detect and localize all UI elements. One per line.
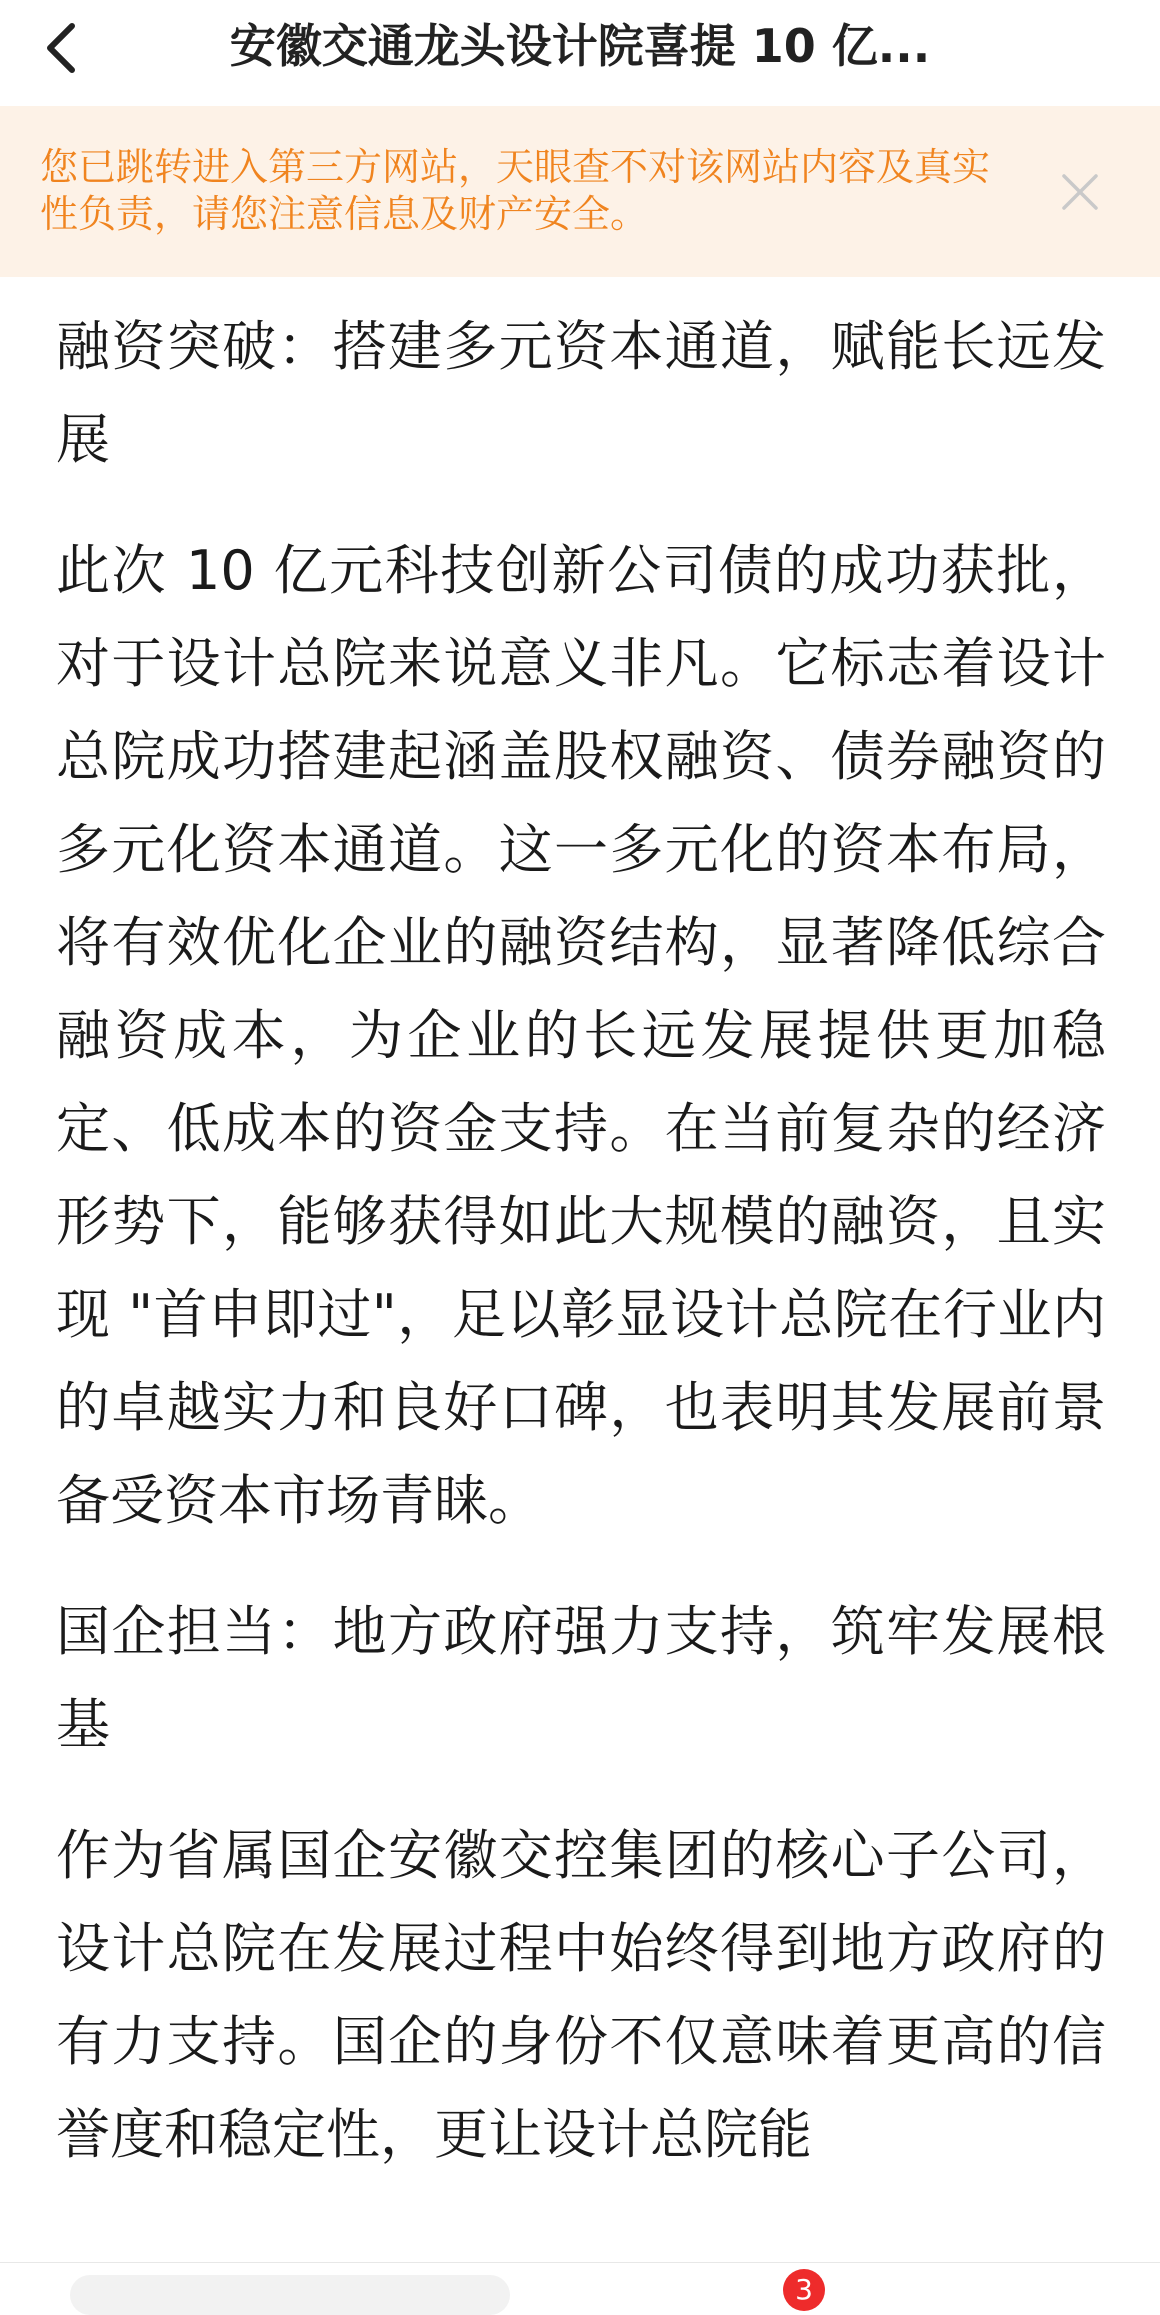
comment-input[interactable] [70,2275,510,2315]
section-heading-state-owned: 国企担当：地方政府强力支持，筑牢发展根基 [56,1600,1106,1756]
third-party-notice-banner [0,106,1160,277]
notice-close-button[interactable] [1052,164,1108,220]
chevron-left-icon [42,20,82,76]
article-paragraph: 作为省属国企安徽交控集团的核心子公司，设计总院在发展过程中始终得到地方政府的有力支持。国企的身份不仅意味着更高的信誉度和稳定性，更让设计总院能 [56,1824,1106,2166]
bottom-toolbar [0,2262,1160,2306]
article-body [56,300,1106,2181]
page-title: 安徽交通龙头设计院喜提 10 亿... [229,19,931,73]
back-button[interactable] [22,8,102,88]
notice-text: 您已跳转进入第三方网站，天眼查不对该网站内容及真实性负责，请您注意信息及财产安全。 [40,145,991,236]
nav-bar [0,0,1160,106]
notification-badge: 3 [783,2269,825,2311]
article-paragraph: 此次 10 亿元科技创新公司债的成功获批，对于设计总院来说意义非凡。它标志着设计总院成功搭建起涵盖股权融资、债券融资的多元化资本通道。这一多元化的资本布局，将有效优化企业的融资结构，显著降低综合融资成本，为企业的长远发展提供更加稳定、低成本的资金支持。在当前复杂的经济形势下，能够获得如此大规模的融资，且实现 "首申即过"，足以彰显设计总院在行业内的卓越实力和良好口碑，也表明其发展前景备受资本市场青睐。 [56,539,1106,1532]
close-icon [1060,172,1100,212]
section-heading-financing: 融资突破：搭建多元资本通道，赋能长远发展 [56,315,1106,471]
